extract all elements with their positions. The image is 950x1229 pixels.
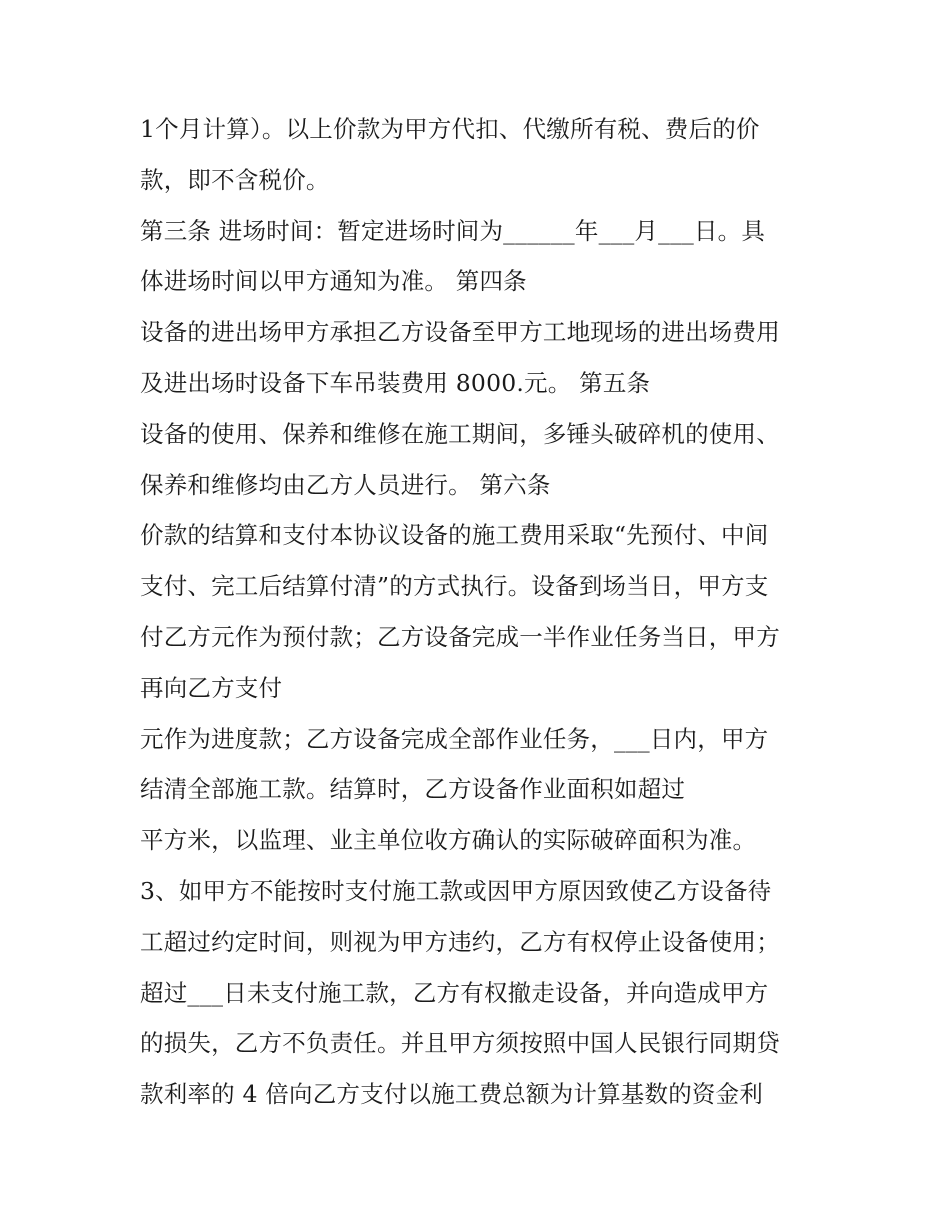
document-body: [140, 104, 820, 1120]
text-line: 设备的使用、保养和维修在施工期间，多锤头破碎机的使用、: [140, 419, 780, 448]
text-line: 再向乙方支付: [140, 673, 283, 702]
text-line: 及进出场时设备下车吊装费用 8000.元。 第五条: [140, 368, 651, 397]
text-line: 保养和维修均由乙方人员进行。 第六条: [140, 470, 551, 499]
text-line: 款利率的 4 倍向乙方支付以施工费总额为计算基数的资金利: [140, 1080, 763, 1109]
text-line: 超过___日未支付施工款，乙方有权撤走设备，并向造成甲方: [140, 978, 769, 1007]
text-line: 设备的进出场甲方承担乙方设备至甲方工地现场的进出场费用: [140, 318, 780, 347]
text-line: 的损失，乙方不负责任。并且甲方须按照中国人民银行同期贷: [140, 1029, 780, 1058]
text-line: 第三条 进场时间：暂定进场时间为______年___月___日。具: [140, 216, 766, 245]
text-line: 元作为进度款；乙方设备完成全部作业任务，___日内，甲方: [140, 724, 769, 753]
text-line: 支付、完工后结算付清”的方式执行。设备到场当日，甲方支: [140, 572, 769, 601]
text-line: 平方米，以监理、业主单位收方确认的实际破碎面积为准。: [140, 826, 757, 855]
text-line: 款，即不含税价。: [140, 165, 330, 194]
text-line: 体进场时间以甲方通知为准。 第四条: [140, 267, 527, 296]
text-line: 1个月计算）。以上价款为甲方代扣、代缴所有税、费后的价: [140, 115, 760, 143]
text-line: 工超过约定时间，则视为甲方违约，乙方有权停止设备使用；: [140, 927, 780, 956]
text-line: 价款的结算和支付本协议设备的施工费用采取“先预付、中间: [140, 521, 769, 550]
text-line: 结清全部施工款。结算时，乙方设备作业面积如超过: [140, 775, 686, 804]
text-line: 3、如甲方不能按时支付施工款或因甲方原因致使乙方设备待: [140, 876, 772, 905]
text-line: 付乙方元作为预付款；乙方设备完成一半作业任务当日，甲方: [140, 622, 780, 651]
